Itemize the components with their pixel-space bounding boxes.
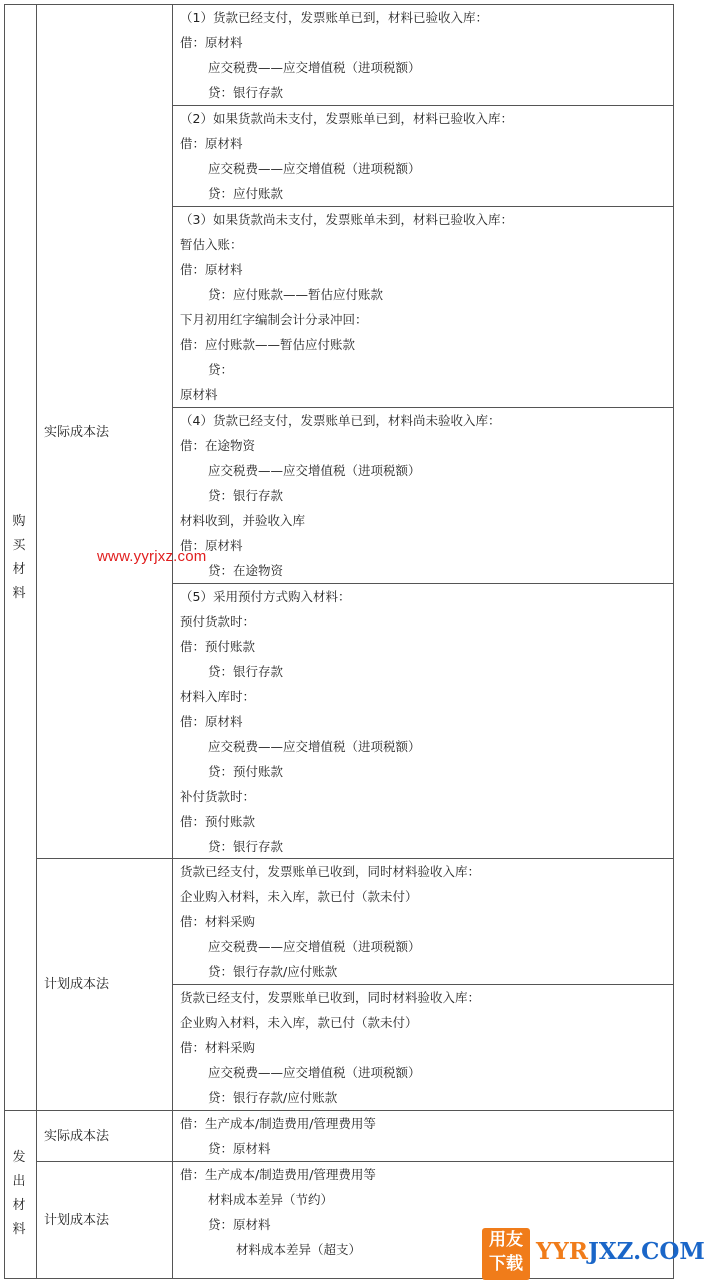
entry-block <box>173 5 673 105</box>
entry-line: 贷：银行存款/应付账款 <box>208 1090 338 1105</box>
entry-block <box>173 408 673 583</box>
section-divider <box>4 1110 674 1111</box>
row-divider <box>172 583 674 584</box>
brand-logo-box <box>482 1228 530 1280</box>
table-border-left <box>4 4 5 1279</box>
row-divider <box>36 1161 674 1162</box>
entry-line: 预付货款时： <box>180 614 256 629</box>
entry-line: 贷：原材料 <box>208 1217 271 1232</box>
entry-line: 货款已经支付，发票账单已收到，同时材料验收入库： <box>180 864 481 879</box>
entry-line: 借：原材料 <box>180 262 243 277</box>
brand-logo <box>482 1226 705 1283</box>
entry-line: 贷：银行存款 <box>208 664 284 679</box>
entry-block <box>173 1111 673 1161</box>
entry-block <box>173 985 673 1110</box>
entry-line: 贷：在途物资 <box>208 563 284 578</box>
entry-block <box>173 106 673 206</box>
entry-line: （2）如果货款尚未支付，发票账单已到，材料已验收入库： <box>180 111 513 126</box>
entry-line: 暂估入账： <box>180 237 243 252</box>
entry-line: 贷：应付账款——暂估应付账款 <box>208 287 384 302</box>
section-label-issue: 发 出 材 料 <box>12 1150 26 1237</box>
row-divider <box>172 407 674 408</box>
watermark-url: www.yyrjxz.com <box>97 548 207 565</box>
method-issue-actual: 实际成本法 <box>44 1129 110 1144</box>
col-divider-1 <box>36 4 37 1279</box>
entry-line: 材料入库时： <box>180 689 256 704</box>
entry-line: 贷： <box>208 362 234 377</box>
brand-text-orange: YYR <box>536 1238 588 1265</box>
entry-line: 借：生产成本/制造费用/管理费用等 <box>180 1116 376 1131</box>
row-divider <box>36 858 674 859</box>
row-divider <box>172 206 674 207</box>
entry-line: 借：预付账款 <box>180 814 256 829</box>
entry-line: 借：生产成本/制造费用/管理费用等 <box>180 1167 376 1182</box>
entry-block <box>173 584 673 859</box>
entry-line: 补付货款时： <box>180 789 256 804</box>
entry-line: 借：材料采购 <box>180 914 256 929</box>
row-divider <box>172 984 674 985</box>
entry-line: 贷：预付账款 <box>208 764 284 779</box>
entry-line: 借：预付账款 <box>180 639 256 654</box>
brand-box-line1: 用友 <box>489 1230 523 1250</box>
entry-line: 应交税费——应交增值税（进项税额） <box>208 60 421 75</box>
entry-line: 应交税费——应交增值税（进项税额） <box>208 463 421 478</box>
section-label-purchase: 购 买 材 料 <box>12 514 26 601</box>
entry-line: 下月初用红字编制会计分录冲回： <box>180 312 368 327</box>
entry-line: 企业购入材料，未入库，款已付（款未付） <box>180 1015 418 1030</box>
entry-line: （5）采用预付方式购入材料： <box>180 589 351 604</box>
brand-box-line2: 下载 <box>489 1254 523 1274</box>
entry-line: 借：原材料 <box>180 538 243 553</box>
method-issue-planned: 计划成本法 <box>44 1213 110 1228</box>
entry-line: 材料收到，并验收入库 <box>180 513 306 528</box>
entry-line: 借：原材料 <box>180 714 243 729</box>
entry-line: 材料成本差异（节约） <box>208 1192 334 1207</box>
entry-line: 贷：银行存款/应付账款 <box>208 964 338 979</box>
method-purchase-actual: 实际成本法 <box>44 425 110 440</box>
entry-line: 应交税费——应交增值税（进项税额） <box>208 1065 421 1080</box>
entry-line: 借：原材料 <box>180 35 243 50</box>
brand-text-blue: JXZ.COM <box>587 1238 705 1265</box>
entry-line: 企业购入材料，未入库，款已付（款未付） <box>180 889 418 904</box>
entry-block <box>173 207 673 407</box>
entry-line: 应交税费——应交增值税（进项税额） <box>208 739 421 754</box>
entry-line: 应交税费——应交增值税（进项税额） <box>208 939 421 954</box>
row-divider <box>172 105 674 106</box>
entry-line: （4）货款已经支付，发票账单已到，材料尚未验收入库： <box>180 413 501 428</box>
entry-line: 应交税费——应交增值税（进项税额） <box>208 161 421 176</box>
entry-line: 贷：原材料 <box>208 1141 271 1156</box>
col-divider-2 <box>172 4 173 1279</box>
entry-block <box>173 859 673 984</box>
entry-line: 材料成本差异（超支） <box>236 1242 362 1257</box>
entry-line: （3）如果货款尚未支付，发票账单未到，材料已验收入库： <box>180 212 513 227</box>
method-purchase-planned: 计划成本法 <box>44 977 110 992</box>
entry-line: 借：应付账款——暂估应付账款 <box>180 337 356 352</box>
entry-line: （1）货款已经支付，发票账单已到，材料已验收入库： <box>180 10 488 25</box>
table-border-top <box>4 4 674 5</box>
entry-line: 贷：应付账款 <box>208 186 284 201</box>
entry-line: 借：原材料 <box>180 136 243 151</box>
entry-line: 原材料 <box>180 387 218 402</box>
entry-line: 贷：银行存款 <box>208 839 284 854</box>
entry-line: 贷：银行存款 <box>208 85 284 100</box>
entry-line: 货款已经支付，发票账单已收到，同时材料验收入库： <box>180 990 481 1005</box>
table-border-right <box>673 4 674 1279</box>
entry-line: 借：在途物资 <box>180 438 256 453</box>
brand-logo-text <box>536 1238 705 1265</box>
entry-line: 贷：银行存款 <box>208 488 284 503</box>
entry-line: 借：材料采购 <box>180 1040 256 1055</box>
